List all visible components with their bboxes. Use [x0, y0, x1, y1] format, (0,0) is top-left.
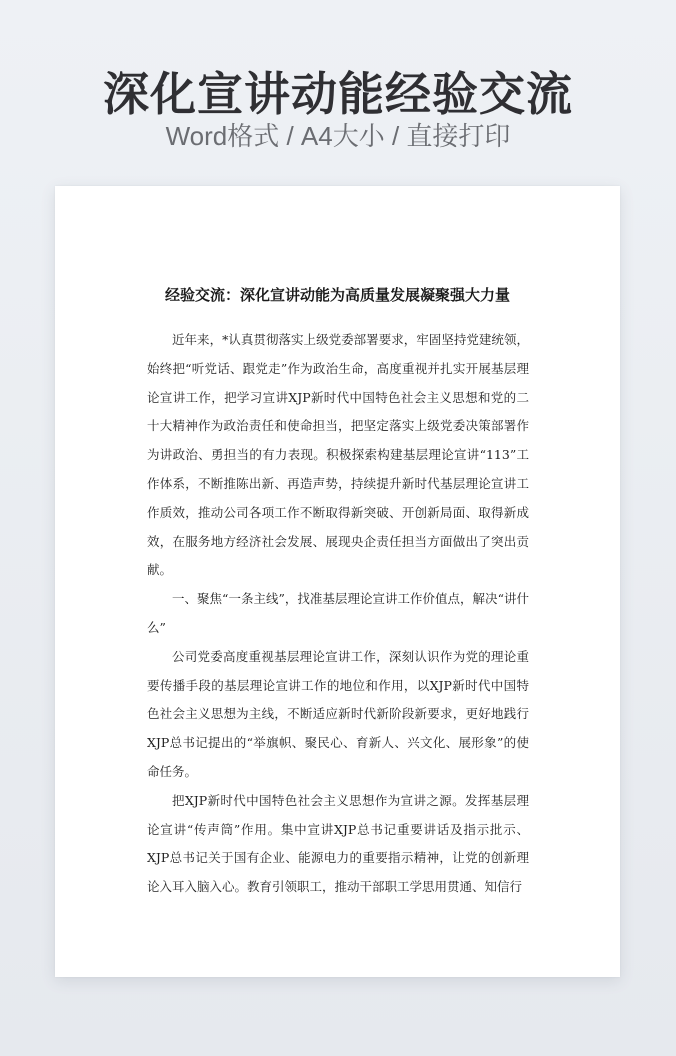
- body-paragraph: 公司党委高度重视基层理论宣讲工作，深刻认识作为党的理论重要传播手段的基层理论宣讲工作的地位和作用，以XJP新时代中国特色社会主义思想为主线，不断适应新时代新阶段新要求，更好地践行XJP总书记提出的“举旗帜、聚民心、育新人、兴文化、展形象”的使命任务。: [147, 648, 529, 779]
- body-paragraph: 把XJP新时代中国特色社会主义思想作为宣讲之源。发挥基层理论宣讲“传声筒”作用。集中宣讲XJP总书记重要讲话及指示批示、XJP总书记关于国有企业、能源电力的重要指示精神，让党的创新理论入耳入脑入心。教育引领职工，推动干部职工学思用贯通、知信行: [147, 792, 529, 895]
- document-heading: 经验交流：深化宣讲动能为高质量发展凝聚强大力量: [164, 286, 510, 304]
- document-body: [147, 326, 529, 902]
- section-heading: 一、聚焦“一条主线”，找准基层理论宣讲工作价值点，解决“讲什么”: [147, 591, 529, 635]
- page-subtitle: Word格式 / A4大小 / 直接打印: [165, 121, 511, 151]
- document-page: [55, 186, 620, 977]
- page-title: 深化宣讲动能经验交流: [103, 67, 573, 121]
- body-paragraph: 近年来，*认真贯彻落实上级党委部署要求，牢固坚持党建统领，始终把“听党话、跟党走”作为政治生命，高度重视并扎实开展基层理论宣讲工作，把学习宣讲XJP新时代中国特色社会主义思想和党的二十大精神作为政治责任和使命担当，把坚定落实上级党委决策部署作为讲政治、勇担当的有力表现。积极探索构建基层理论宣讲“113”工作体系，不断推陈出新、再造声势，持续提升新时代基层理论宣讲工作质效，推动公司各项工作不断取得新突破、开创新局面、取得新成效，在服务地方经济社会发展、展现央企责任担当方面做出了突出贡献。: [147, 332, 529, 578]
